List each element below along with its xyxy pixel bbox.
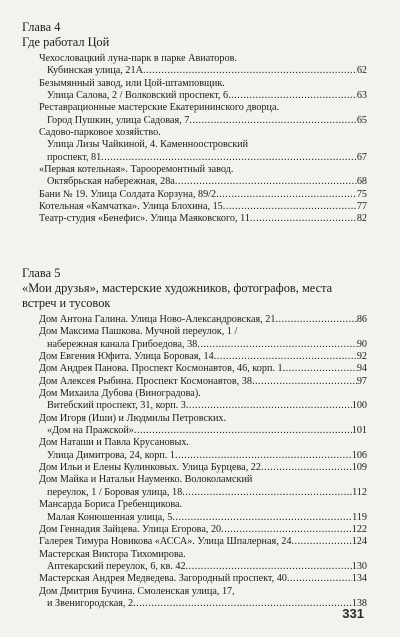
toc-entry bbox=[39, 376, 367, 388]
toc-entry-line bbox=[39, 53, 367, 65]
toc-entry bbox=[39, 201, 367, 213]
chapter-title: «Мои друзья», мастерские художников, фотографов, места встреч и тусовок bbox=[22, 281, 333, 310]
toc-entry-line bbox=[39, 102, 367, 114]
toc-entry bbox=[39, 314, 367, 326]
toc-entry-line bbox=[39, 376, 367, 388]
toc-page-number: 134 bbox=[351, 573, 367, 585]
dot-leader bbox=[261, 462, 352, 474]
toc-entry bbox=[39, 213, 367, 225]
toc-entry-list bbox=[22, 314, 367, 610]
toc-entry-text: Чехословацкий луна-парк в парке Авиаторов. bbox=[39, 53, 237, 64]
toc-entry-line bbox=[39, 561, 367, 573]
toc-entry-text: Галерея Тимура Новикова «АССА». Улица Шпалерная, 24 bbox=[39, 536, 292, 548]
toc-entry bbox=[39, 326, 367, 351]
toc-entry bbox=[39, 351, 367, 363]
toc-page-number: 100 bbox=[351, 400, 367, 412]
toc-entry-line bbox=[39, 524, 367, 536]
dot-leader bbox=[291, 536, 351, 548]
toc-entry-line bbox=[39, 314, 367, 326]
toc-entry bbox=[39, 164, 367, 189]
toc-entry bbox=[39, 388, 367, 413]
toc-entry-line bbox=[39, 127, 367, 139]
toc-page-number: 65 bbox=[356, 114, 367, 126]
toc-entry-text: Дом Дмитрия Бучина. Смоленская улица, 17, bbox=[39, 585, 235, 597]
toc-entry-line bbox=[39, 201, 367, 213]
toc-entry-text: Дом Алексея Рыбина. Проспект Космонавтов, 38 bbox=[39, 375, 252, 387]
dot-leader bbox=[189, 115, 356, 127]
toc-entry-line bbox=[39, 450, 367, 462]
dot-leader bbox=[172, 512, 352, 524]
toc-entry bbox=[39, 586, 367, 611]
dot-leader bbox=[197, 339, 357, 351]
toc-entry-text: Дом Геннадия Зайцева. Улица Егорова, 20 bbox=[39, 523, 222, 535]
toc-entry-line bbox=[39, 512, 367, 524]
toc-entry-text: Безымянный завод, или Цой-штамповщик. bbox=[39, 77, 225, 89]
toc-page-number: 130 bbox=[351, 560, 367, 572]
toc-page-number: 106 bbox=[351, 449, 367, 461]
toc-entry-line bbox=[39, 90, 367, 102]
toc-entry bbox=[39, 524, 367, 536]
toc-entry-text: Бани № 19. Улица Солдата Корзуна, 89/2 bbox=[39, 188, 217, 200]
toc-entry bbox=[39, 462, 367, 474]
toc-entry-line bbox=[39, 65, 367, 77]
toc-entry bbox=[39, 536, 367, 548]
toc-entry-text: Дом Андрея Панова. Проспект Космонавтов, 46, корп. 1 bbox=[39, 363, 283, 375]
page-number: 331 bbox=[342, 606, 364, 621]
toc-entry-text: Дом Наташи и Павла Крусановых. bbox=[39, 437, 189, 449]
toc-entry bbox=[39, 78, 367, 103]
dot-leader bbox=[287, 573, 352, 585]
chapter-label: Глава 4 bbox=[22, 20, 61, 34]
toc-entry-text: Котельная «Камчатка». Улица Блохина, 15 bbox=[39, 201, 223, 213]
toc-entry-text: Город Пушкин, улица Садовая, 7 bbox=[47, 114, 190, 126]
dot-leader bbox=[223, 201, 357, 213]
toc-entry-line bbox=[39, 474, 367, 486]
toc-entry-line bbox=[39, 363, 367, 375]
toc-entry-text: Мансарда Бориса Гребенщикова. bbox=[39, 499, 183, 511]
toc-entry-text: Кубинская улица, 21А bbox=[47, 65, 143, 77]
dot-leader bbox=[143, 65, 357, 77]
toc-entry-text: Улица Лизы Чайкиной, 4. Каменноостровский bbox=[47, 139, 249, 151]
toc-page-number: 86 bbox=[356, 314, 367, 325]
toc-entry bbox=[39, 437, 367, 462]
toc-entry-line bbox=[39, 462, 367, 474]
dot-leader bbox=[283, 363, 357, 375]
toc-entry-line bbox=[39, 326, 367, 338]
dot-leader bbox=[186, 561, 352, 573]
toc-page-number: 138 bbox=[351, 597, 367, 609]
dot-leader bbox=[214, 351, 357, 363]
toc-entry-line bbox=[39, 499, 367, 511]
toc-page-number: 63 bbox=[356, 90, 367, 102]
toc-entry-text: Дом Евгения Юфита. Улица Боровая, 14 bbox=[39, 351, 214, 363]
toc-entry-line bbox=[39, 536, 367, 548]
dot-leader bbox=[252, 376, 357, 388]
toc-page-number: 67 bbox=[356, 151, 367, 163]
toc-entry-text: набережная канала Грибоедова, 38 bbox=[47, 338, 198, 350]
toc-page-number: 62 bbox=[356, 65, 367, 77]
toc-page-number: 122 bbox=[351, 523, 367, 535]
toc-entry-line bbox=[39, 437, 367, 449]
dot-leader bbox=[134, 425, 352, 437]
toc-page-number: 94 bbox=[356, 363, 367, 375]
toc-entry-text: Дом Игоря (Иши) и Людмилы Петровских. bbox=[39, 412, 227, 424]
toc-entry-text: Аптекарский переулок, 6, кв. 42 bbox=[47, 560, 186, 572]
toc-entry-line bbox=[39, 115, 367, 127]
toc-entry-line bbox=[39, 176, 367, 188]
toc-page-number: 75 bbox=[356, 188, 367, 200]
toc-entry bbox=[39, 127, 367, 164]
toc-entry-text: «Дом на Пражской» bbox=[47, 425, 134, 437]
chapter-5-section bbox=[22, 266, 367, 610]
chapter-title: Где работал Цой bbox=[22, 35, 110, 49]
dot-leader bbox=[186, 400, 352, 412]
toc-entry-line bbox=[39, 586, 367, 598]
toc-entry-line bbox=[39, 78, 367, 90]
toc-entry-text: Улица Салова, 2 / Волковский проспект, 6 bbox=[47, 90, 229, 102]
dot-leader bbox=[182, 487, 352, 499]
toc-entry-line bbox=[39, 164, 367, 176]
toc-entry-line bbox=[39, 598, 367, 610]
toc-entry-line bbox=[39, 487, 367, 499]
toc-entry-text: Мастерская Андрея Медведева. Загородный проспект, 40 bbox=[39, 573, 287, 585]
toc-entry bbox=[39, 474, 367, 499]
dot-leader bbox=[175, 450, 352, 462]
toc-entry-text: переулок, 1 / Боровая улица, 18 bbox=[47, 486, 183, 498]
dot-leader bbox=[216, 189, 357, 201]
toc-entry-line bbox=[39, 339, 367, 351]
toc-entry-text: «Первая котельная». Тарооремонтный завод. bbox=[39, 164, 234, 176]
toc-entry-text: Театр-студия «Бенефис». Улица Маяковского, 11 bbox=[39, 213, 250, 225]
toc-entry-text: Улица Димитрова, 24, корп. 1 bbox=[47, 449, 176, 461]
toc-entry-text: Витебский проспект, 31, корп. 3 bbox=[47, 400, 186, 412]
toc-entry-text: Малая Конюшенная улица, 5 bbox=[47, 511, 173, 523]
toc-entry bbox=[39, 499, 367, 524]
toc-entry-text: Мастерская Виктора Тихомирова. bbox=[39, 548, 186, 560]
toc-entry-line bbox=[39, 425, 367, 437]
toc-entry-text: Дом Михаила Дубова (Виноградова). bbox=[39, 388, 201, 400]
toc-entry-line bbox=[39, 152, 367, 164]
dot-leader bbox=[175, 176, 357, 188]
toc-entry bbox=[39, 189, 367, 201]
toc-page-number: 112 bbox=[352, 486, 367, 498]
toc-entry-text: проспект, 81 bbox=[47, 151, 102, 163]
toc-entry-line bbox=[39, 388, 367, 400]
dot-leader bbox=[101, 152, 357, 164]
toc-page-number: 92 bbox=[356, 351, 367, 363]
chapter-4-section bbox=[22, 20, 367, 226]
toc-entry bbox=[39, 413, 367, 438]
toc-page-number: 109 bbox=[351, 462, 367, 474]
toc-entry-line bbox=[39, 139, 367, 151]
toc-page-number: 97 bbox=[356, 375, 367, 387]
toc-entry-text: Дом Ильи и Елены Кулинковых. Улица Бурцева, 22 bbox=[39, 462, 261, 474]
toc-page-number: 124 bbox=[351, 536, 367, 548]
toc-entry bbox=[39, 102, 367, 127]
toc-entry-line bbox=[39, 549, 367, 561]
toc-entry-text: Садово-парковое хозяйство. bbox=[39, 127, 161, 139]
toc-entry-text: Дом Антона Галина. Улица Ново-Александровская, 21 bbox=[39, 314, 276, 325]
toc-entry-list bbox=[22, 53, 367, 226]
toc-entry-line bbox=[39, 400, 367, 412]
toc-page-number: 101 bbox=[351, 425, 367, 437]
toc-entry-line bbox=[39, 573, 367, 585]
toc-entry-line bbox=[39, 413, 367, 425]
toc-entry-text: Дом Максима Пашкова. Мучной переулок, 1 / bbox=[39, 326, 238, 338]
toc-entry-line bbox=[39, 189, 367, 201]
chapter-label: Глава 5 bbox=[22, 266, 61, 280]
toc-entry-text: Реставрационные мастерские Екатерининского дворца. bbox=[39, 102, 280, 114]
toc-page-number: 119 bbox=[352, 511, 367, 523]
dot-leader bbox=[250, 213, 357, 225]
toc-entry bbox=[39, 573, 367, 585]
dot-leader bbox=[133, 598, 352, 610]
toc-entry-line bbox=[39, 213, 367, 225]
dot-leader bbox=[221, 524, 352, 536]
toc-entry-line bbox=[39, 351, 367, 363]
toc-page-number: 90 bbox=[356, 338, 367, 350]
toc-entry-text: и Звенигородская, 2 bbox=[47, 597, 134, 609]
toc-entry-text: Дом Майка и Натальи Науменко. Волоколамский bbox=[39, 474, 253, 486]
dot-leader bbox=[228, 90, 357, 102]
dot-leader bbox=[275, 314, 356, 326]
toc-entry bbox=[39, 549, 367, 574]
toc-page-number: 77 bbox=[356, 201, 367, 213]
toc-entry-text: Октябрьская набережная, 28а bbox=[47, 176, 175, 188]
toc-page-number: 82 bbox=[356, 213, 367, 225]
toc-page-number: 68 bbox=[356, 176, 367, 188]
toc-entry bbox=[39, 363, 367, 375]
toc-entry bbox=[39, 53, 367, 78]
